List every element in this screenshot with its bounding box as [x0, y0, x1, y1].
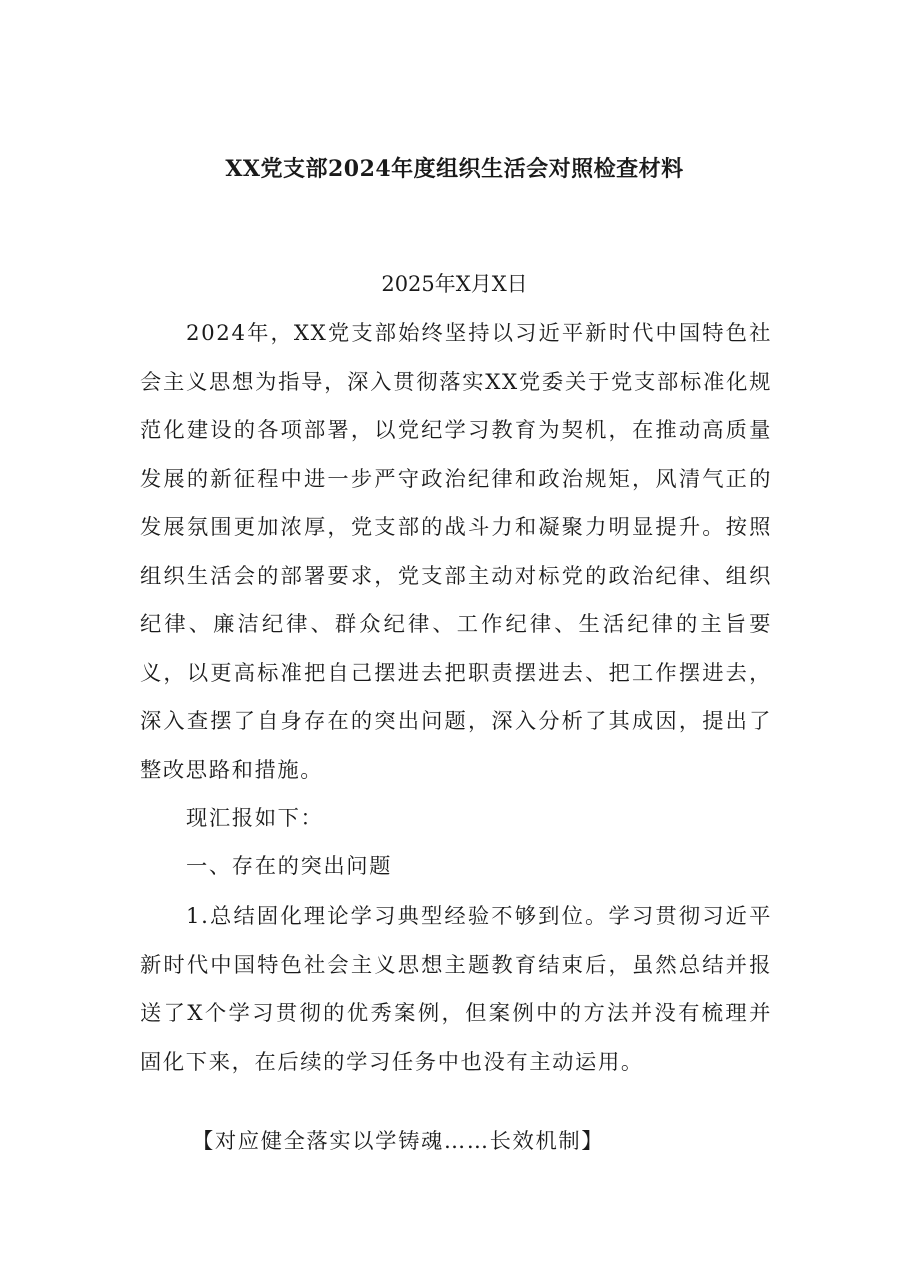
intro-paragraph: 2024年，XX党支部始终坚持以习近平新时代中国特色社会主义思想为指导，深入贯彻落实XX党委关于党支部标准化规范化建设的各项部署，以党纪学习教育为契机，在推动高质量发展的新征程中进一步严守政治纪律和政治规矩，风清气正的发展氛围更加浓厚，党支部的战斗力和凝聚力明显提升。按照组织生活会的部署要求，党支部主动对标党的政治纪律、组织纪律、廉洁纪律、群众纪律、工作纪律、生活纪律的主旨要义，以更高标准把自己摆进去把职责摆进去、把工作摆进去，深入查摆了自身存在的突出问题，深入分析了其成因，提出了整改思路和措施。	[140, 321, 772, 783]
problem-item-1: 1.总结固化理论学习典型经验不够到位。学习贯彻习近平新时代中国特色社会主义思想主题教育结束后，虽然总结并报送了X个学习贯彻的优秀案例，但案例中的方法并没有梳理并固化下来，在后续的学习任务中也没有主动运用。	[140, 904, 772, 1075]
problem-item-1-note: 【对应健全落实以学铸魂……长效机制】	[192, 1129, 605, 1154]
report-lead-paragraph: 现汇报如下：	[186, 806, 324, 831]
document-title: XX党支部2024年度组织生活会对照检查材料	[225, 156, 684, 182]
document-date: 2025年X月X日	[381, 272, 528, 296]
section-heading: 一、存在的突出问题	[186, 854, 393, 879]
